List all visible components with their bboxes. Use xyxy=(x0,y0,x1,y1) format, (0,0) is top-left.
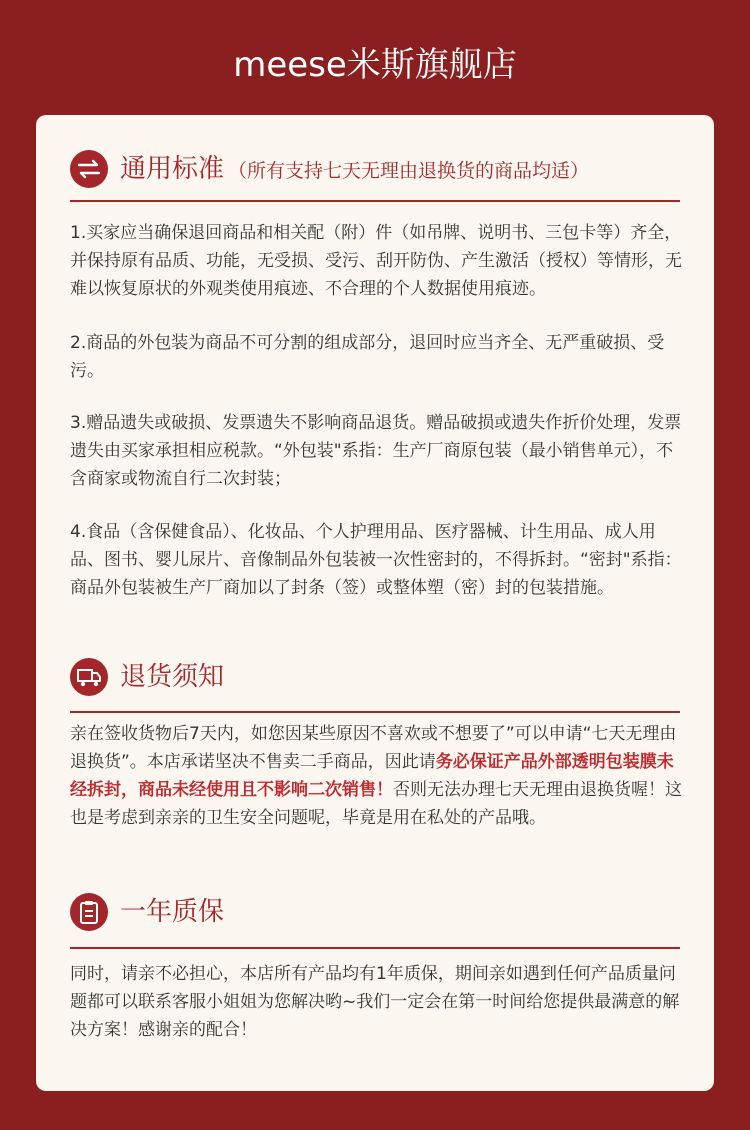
returns-section-header xyxy=(70,658,680,713)
general-subtitle: （所有支持七天无理由退换货的商品均适） xyxy=(228,160,590,182)
policy-card xyxy=(36,115,714,1091)
store-title: meese米斯旗舰店 xyxy=(233,45,517,85)
warranty-title: 一年质保 xyxy=(120,897,225,927)
warranty-text: 同时，请亲不必担心，本店所有产品均有1年质保，期间亲如遇到任何产品质量问题都可以联系客服小姐姐为您解决哟~我们一定会在第一时间给您提供最满意的解决方案！感谢亲的配合！ xyxy=(70,964,680,1040)
general-item-2: 2.商品的外包装为商品不可分割的组成部分，退回时应当齐全、无严重破损、受污。 xyxy=(70,333,665,381)
delivery-truck-icon xyxy=(70,658,108,696)
general-item-4: 4.食品（含保健食品）、化妆品、个人护理用品、医疗器械、计生用品、成人用品、图书、婴儿尿片、音像制品外包装被一次性密封的，不得拆封。“密封"系指：商品外包装被生产厂商加以了封条（签）或整体塑（密）封的包装措施。 xyxy=(70,522,682,598)
general-section-header xyxy=(70,150,680,202)
warranty-section-header xyxy=(70,893,680,949)
returns-text-after: 否则无法办理七天无理由退换货喔！这也是考虑到亲亲的卫生安全问题呢，毕竟是用在私处的产品哦。 xyxy=(70,780,682,828)
general-section-title xyxy=(120,150,589,188)
general-title: 通用标准 xyxy=(120,154,225,184)
clipboard-icon xyxy=(70,893,108,931)
returns-text xyxy=(70,720,686,832)
returns-text-before: 亲在签收货物后7天内，如您因某些原因不喜欢或不想要了”可以申请“七天无理由退换货”。本店承诺坚决不售卖二手商品，因此请 xyxy=(70,724,677,772)
exchange-arrows-icon xyxy=(70,150,108,188)
returns-text-highlight: 务必保证产品外部透明包装膜未经拆封，商品未经使用且不影响二次销售！ xyxy=(70,752,674,800)
returns-title: 退货须知 xyxy=(120,662,225,692)
general-item-3: 3.赠品遗失或破损、发票遗失不影响商品退货。赠品破损或遗失作折价处理，发票遗失由买家承担相应税款。“外包装"系指：生产厂商原包装（最小销售单元），不含商家或物流自行二次封装； xyxy=(70,413,682,489)
general-item-1: 1.买家应当确保退回商品和相关配（附）件（如吊牌、说明书、三包卡等）齐全，并保持原有品质、功能，无受损、受污、刮开防伪、产生激活（授权）等情形，无难以恢复原状的外观类使用痕迹、不合理的个人数据使用痕迹。 xyxy=(70,223,682,299)
